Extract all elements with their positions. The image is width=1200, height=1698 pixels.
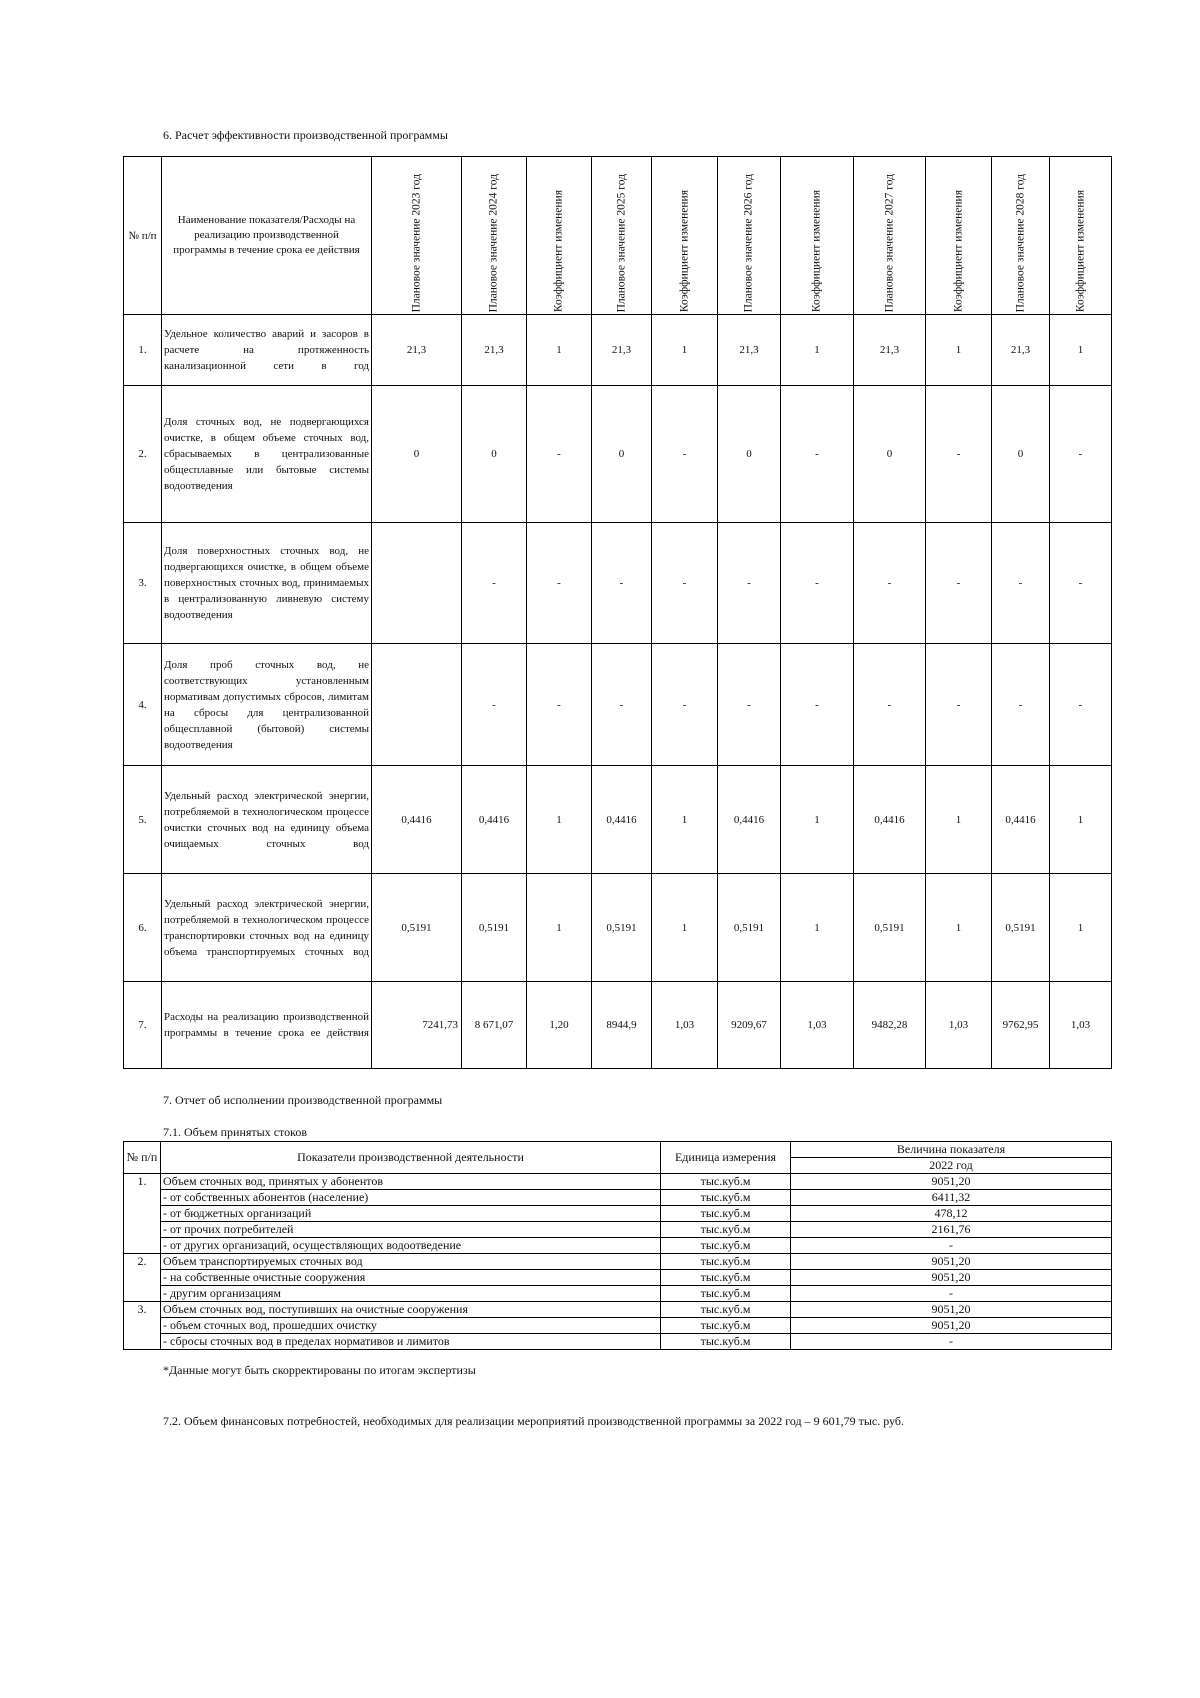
value-cell: 0,5191	[462, 874, 527, 982]
value-cell: 9051,20	[791, 1318, 1112, 1334]
value-cell: 21,3	[718, 315, 781, 386]
value-cell: 0	[718, 386, 781, 523]
value-cell: 1	[781, 315, 854, 386]
table-row	[124, 1238, 1112, 1254]
header-col-label: Коэффициент изменения	[678, 189, 690, 312]
header-col-label: Коэффициент изменения	[952, 189, 964, 312]
table-row	[124, 1206, 1112, 1222]
header-name: Наименование показателя/Расходы на реализацию производственной программы в течение срока ее действия	[162, 157, 372, 315]
value-cell: -	[781, 523, 854, 644]
value-cell: 0,5191	[854, 874, 926, 982]
row-number: 2.	[124, 1254, 161, 1270]
indicator-name: Удельное количество аварий и засоров в расчете на протяженность канализационной сети в год	[162, 315, 372, 386]
indicator-name: Объем сточных вод, поступивших на очистные сооружения	[161, 1302, 661, 1318]
value-cell: 0,5191	[372, 874, 462, 982]
table-header-row	[124, 1142, 1112, 1158]
value-cell: -	[854, 523, 926, 644]
unit-cell: тыс.куб.м	[661, 1286, 791, 1302]
value-cell: 1,20	[527, 982, 592, 1069]
table-row	[124, 1334, 1112, 1350]
row-number: 5.	[124, 766, 162, 874]
value-cell: -	[791, 1238, 1112, 1254]
value-cell: 1	[652, 315, 718, 386]
row-number: 7.	[124, 982, 162, 1069]
value-cell: 1	[781, 766, 854, 874]
value-cell: 21,3	[372, 315, 462, 386]
value-cell: 0,5191	[992, 874, 1050, 982]
value-cell: 0,5191	[718, 874, 781, 982]
value-cell: 1	[1050, 766, 1112, 874]
value-cell: 9051,20	[791, 1254, 1112, 1270]
header-col	[462, 157, 527, 315]
unit-cell: тыс.куб.м	[661, 1238, 791, 1254]
value-cell: 1	[527, 315, 592, 386]
unit-cell: тыс.куб.м	[661, 1254, 791, 1270]
header-col-label: Плановое значение 2026 год	[742, 173, 755, 312]
value-cell: -	[926, 386, 992, 523]
value-cell: 8 671,07	[462, 982, 527, 1069]
table-row	[124, 1270, 1112, 1286]
indicator-name: - от других организаций, осуществляющих водоотведение	[161, 1238, 661, 1254]
table-row	[124, 1190, 1112, 1206]
row-number: 3.	[124, 523, 162, 644]
header-col	[652, 157, 718, 315]
value-cell: 8944,9	[592, 982, 652, 1069]
table-row	[124, 315, 1112, 386]
unit-cell: тыс.куб.м	[661, 1270, 791, 1286]
header-col-label: Плановое значение 2028 год	[1014, 173, 1026, 312]
value-cell: 1	[1050, 315, 1112, 386]
value-cell: 1	[527, 766, 592, 874]
value-cell	[372, 644, 462, 766]
row-number	[124, 1334, 161, 1350]
value-cell: 0	[592, 386, 652, 523]
value-cell: 0,4416	[854, 766, 926, 874]
value-cell: 1	[652, 766, 718, 874]
row-number	[124, 1190, 161, 1206]
value-cell: 9482,28	[854, 982, 926, 1069]
table-header-row	[124, 157, 1112, 315]
value-cell: 9209,67	[718, 982, 781, 1069]
value-cell: 1,03	[781, 982, 854, 1069]
header-col	[1050, 157, 1112, 315]
table-row	[124, 644, 1112, 766]
value-cell: 0,4416	[592, 766, 652, 874]
value-cell: -	[926, 644, 992, 766]
value-cell: -	[652, 644, 718, 766]
row-number: 2.	[124, 386, 162, 523]
value-cell: 1,03	[1050, 982, 1112, 1069]
value-cell: -	[781, 386, 854, 523]
value-cell: 9051,20	[791, 1270, 1112, 1286]
value-cell: -	[781, 644, 854, 766]
value-cell: 21,3	[592, 315, 652, 386]
table-row	[124, 523, 1112, 644]
value-cell: 0	[372, 386, 462, 523]
value-cell: 0	[462, 386, 527, 523]
value-cell: -	[854, 644, 926, 766]
value-cell: -	[652, 523, 718, 644]
header-num: № п/п	[124, 157, 162, 315]
value-cell: -	[527, 386, 592, 523]
value-cell: 21,3	[992, 315, 1050, 386]
value-cell: 1,03	[652, 982, 718, 1069]
header-col	[926, 157, 992, 315]
header-value-group: Величина показателя	[791, 1142, 1112, 1158]
value-cell: 0	[992, 386, 1050, 523]
indicator-name: Расходы на реализацию производственной программы в течение срока ее действия	[162, 982, 372, 1069]
unit-cell: тыс.куб.м	[661, 1190, 791, 1206]
value-cell: 0,4416	[718, 766, 781, 874]
unit-cell: тыс.куб.м	[661, 1318, 791, 1334]
row-number	[124, 1286, 161, 1302]
row-number: 1.	[124, 1174, 161, 1190]
table-row	[124, 1302, 1112, 1318]
table-row	[124, 766, 1112, 874]
value-cell	[372, 523, 462, 644]
header-col-label: Плановое значение 2024 год	[487, 173, 500, 312]
value-cell: -	[791, 1286, 1112, 1302]
value-cell: 0,4416	[372, 766, 462, 874]
value-cell: 478,12	[791, 1206, 1112, 1222]
indicator-name: - от собственных абонентов (население)	[161, 1190, 661, 1206]
value-cell: -	[592, 523, 652, 644]
value-cell: 0,5191	[592, 874, 652, 982]
value-cell: 1	[781, 874, 854, 982]
table-row	[124, 982, 1112, 1069]
table-row	[124, 1286, 1112, 1302]
value-cell: 1	[527, 874, 592, 982]
value-cell: -	[992, 523, 1050, 644]
indicator-name: Удельный расход электрической энергии, потребляемой в технологическом процессе очистки сточных вод на единицу объема очищаемых сточных вод	[162, 766, 372, 874]
indicator-name: Объем транспортируемых сточных вод	[161, 1254, 661, 1270]
section-7-2-text: 7.2. Объем финансовых потребностей, необходимых для реализации мероприятий производственной программы за 2022 год – 9 601,79 тыс. руб.	[163, 1414, 905, 1428]
table-row	[124, 874, 1112, 982]
row-number	[124, 1206, 161, 1222]
header-col	[781, 157, 854, 315]
header-col	[854, 157, 926, 315]
footnote: *Данные могут быть скорректированы по итогам экспертизы	[163, 1363, 476, 1377]
value-cell: -	[1050, 386, 1112, 523]
header-col	[527, 157, 592, 315]
value-cell: 1,03	[926, 982, 992, 1069]
accepted-volume-table	[123, 1141, 1112, 1350]
header-unit: Единица измерения	[661, 1142, 791, 1174]
indicator-name: Удельный расход электрической энергии, потребляемой в технологическом процессе транспортировки сточных вод на единицу объема транспортируемых сточных вод	[162, 874, 372, 982]
header-col	[592, 157, 652, 315]
header-col-label: Коэффициент изменения	[552, 189, 565, 312]
value-cell: 0	[854, 386, 926, 523]
section-7-title: 7. Отчет об исполнении производственной программы	[163, 1093, 443, 1107]
table-row	[124, 1318, 1112, 1334]
value-cell: 9051,20	[791, 1174, 1112, 1190]
header-col	[992, 157, 1050, 315]
row-number: 6.	[124, 874, 162, 982]
indicator-name: - сбросы сточных вод в пределах нормативов и лимитов	[161, 1334, 661, 1350]
header-year: 2022 год	[791, 1158, 1112, 1174]
header-col-label: Плановое значение 2023 год	[410, 173, 422, 312]
unit-cell: тыс.куб.м	[661, 1174, 791, 1190]
indicator-name: Доля проб сточных вод, не соответствующих установленным нормативам допустимых сбросов, лимитам на сбросы для централизованной общесплавной (бытовой) системы водоотведения	[162, 644, 372, 766]
value-cell: -	[527, 644, 592, 766]
value-cell: -	[926, 523, 992, 644]
value-cell: -	[527, 523, 592, 644]
unit-cell: тыс.куб.м	[661, 1206, 791, 1222]
table-row	[124, 1174, 1112, 1190]
value-cell: 1	[926, 315, 992, 386]
value-cell: 7241,73	[372, 982, 462, 1069]
indicator-name: Доля поверхностных сточных вод, не подвергающихся очистке, в общем объеме поверхностных сточных вод, принимаемых в централизованную ливневую систему водоотведения	[162, 523, 372, 644]
value-cell: 6411,32	[791, 1190, 1112, 1206]
value-cell: -	[462, 644, 527, 766]
indicator-name: - от прочих потребителей	[161, 1222, 661, 1238]
header-num: № п/п	[124, 1142, 161, 1174]
header-col	[372, 157, 462, 315]
indicator-name: Доля сточных вод, не подвергающихся очистке, в общем объеме сточных вод, сбрасываемых в централизованные общесплавные или бытовые системы водоотведения	[162, 386, 372, 523]
value-cell: -	[791, 1334, 1112, 1350]
indicator-name: Объем сточных вод, принятых у абонентов	[161, 1174, 661, 1190]
table-row	[124, 1254, 1112, 1270]
indicator-name: - другим организациям	[161, 1286, 661, 1302]
row-number: 3.	[124, 1302, 161, 1318]
row-number	[124, 1270, 161, 1286]
value-cell: 2161,76	[791, 1222, 1112, 1238]
value-cell: 1	[1050, 874, 1112, 982]
value-cell: -	[592, 644, 652, 766]
value-cell: -	[462, 523, 527, 644]
header-col-label: Коэффициент изменения	[1074, 189, 1086, 312]
row-number: 1.	[124, 315, 162, 386]
header-col-label: Коэффициент изменения	[810, 189, 823, 312]
value-cell: -	[718, 523, 781, 644]
value-cell: 9051,20	[791, 1302, 1112, 1318]
row-number	[124, 1318, 161, 1334]
indicator-name: - объем сточных вод, прошедших очистку	[161, 1318, 661, 1334]
table-row	[124, 1222, 1112, 1238]
header-indicator: Показатели производственной деятельности	[161, 1142, 661, 1174]
value-cell: 1	[926, 766, 992, 874]
header-col-label: Плановое значение 2025 год	[615, 173, 627, 312]
value-cell: 1	[926, 874, 992, 982]
value-cell: 0,4416	[462, 766, 527, 874]
value-cell: -	[992, 644, 1050, 766]
row-number: 4.	[124, 644, 162, 766]
header-col	[718, 157, 781, 315]
row-number	[124, 1222, 161, 1238]
section-6-title: 6. Расчет эффективности производственной программы	[163, 128, 448, 142]
value-cell: -	[718, 644, 781, 766]
unit-cell: тыс.куб.м	[661, 1302, 791, 1318]
unit-cell: тыс.куб.м	[661, 1222, 791, 1238]
row-number	[124, 1238, 161, 1254]
indicator-name: - от бюджетных организаций	[161, 1206, 661, 1222]
value-cell: 0,4416	[992, 766, 1050, 874]
value-cell: 9762,95	[992, 982, 1050, 1069]
header-col-label: Плановое значение 2027 год	[883, 173, 895, 312]
unit-cell: тыс.куб.м	[661, 1334, 791, 1350]
efficiency-table	[123, 156, 1112, 1069]
indicator-name: - на собственные очистные сооружения	[161, 1270, 661, 1286]
value-cell: 21,3	[854, 315, 926, 386]
section-7-1-title: 7.1. Объем принятых стоков	[163, 1125, 307, 1139]
table-row	[124, 386, 1112, 523]
value-cell: -	[1050, 523, 1112, 644]
value-cell: 1	[652, 874, 718, 982]
value-cell: -	[652, 386, 718, 523]
value-cell: -	[1050, 644, 1112, 766]
value-cell: 21,3	[462, 315, 527, 386]
